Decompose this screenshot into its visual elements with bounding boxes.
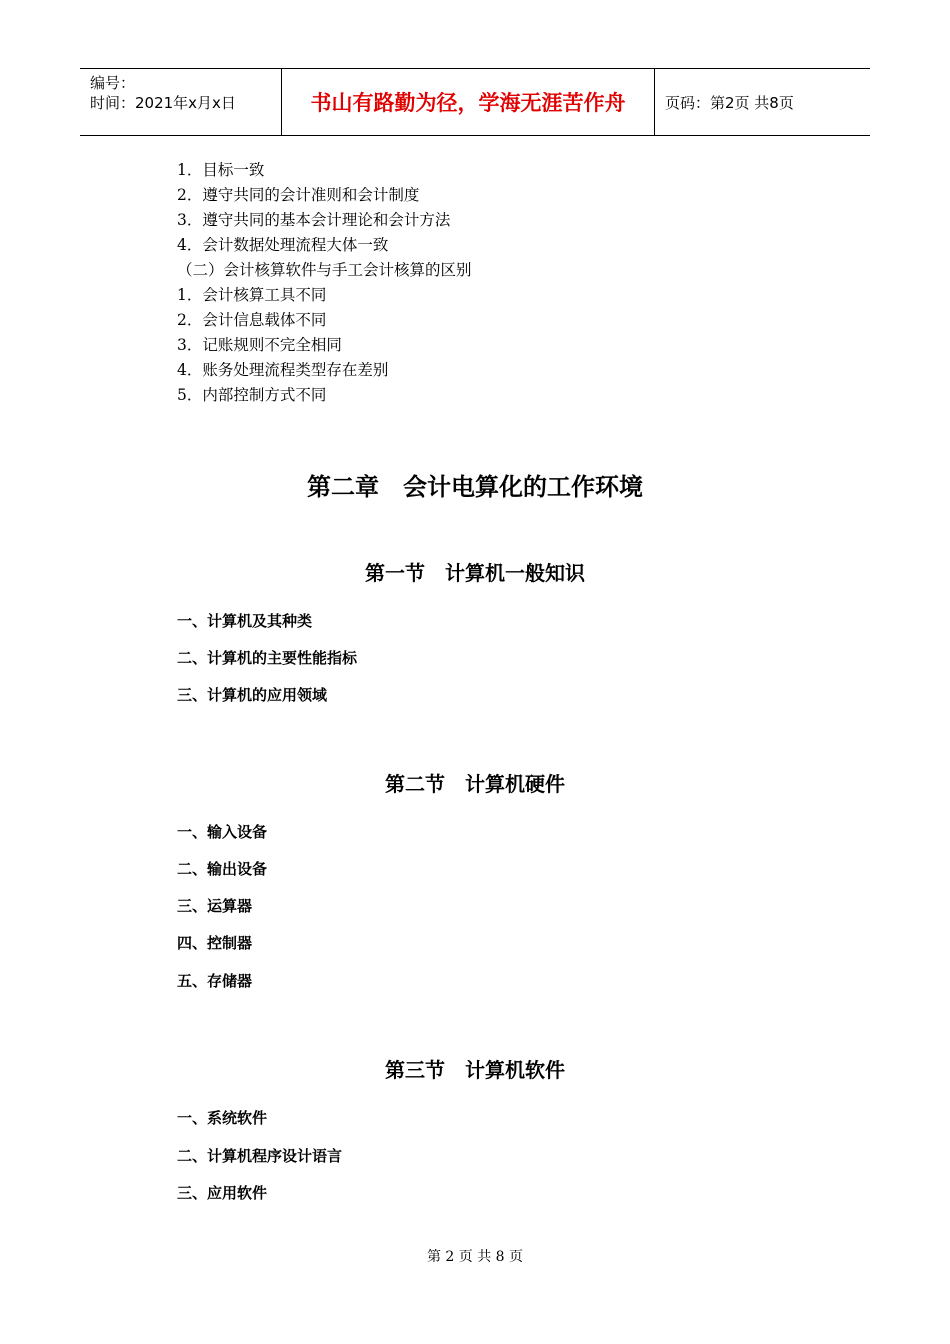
- list-item: 1．会计核算工具不同: [177, 286, 327, 304]
- section-item: 五、存储器: [177, 972, 253, 990]
- section-item: 二、计算机的主要性能指标: [177, 649, 358, 667]
- list-item: 2．遵守共同的会计准则和会计制度: [177, 186, 420, 204]
- section-item: 二、输出设备: [177, 860, 268, 878]
- header-page-info: 页码：第2页 共8页: [665, 93, 794, 112]
- document-header: [80, 68, 870, 136]
- list-item: （二）会计核算软件与手工会计核算的区别: [177, 261, 472, 279]
- section-item: 三、运算器: [177, 897, 253, 915]
- chapter-title: 第二章 会计电算化的工作环境: [307, 473, 643, 501]
- list-item: 4．账务处理流程类型存在差别: [177, 361, 389, 379]
- page-footer: 第 2 页 共 8 页: [426, 1249, 524, 1265]
- list-item: 2．会计信息载体不同: [177, 311, 327, 329]
- header-motto-cell: [281, 69, 655, 135]
- list-item: 4．会计数据处理流程大体一致: [177, 236, 389, 254]
- section-item: 一、计算机及其种类: [177, 612, 313, 630]
- section-title: 第二节 计算机硬件: [385, 772, 565, 796]
- list-item: 3．记账规则不完全相同: [177, 336, 342, 354]
- section-title: 第一节 计算机一般知识: [365, 561, 585, 585]
- header-meta: [80, 69, 281, 135]
- header-motto: 书山有路勤为径，学海无涯苦作舟: [310, 91, 626, 115]
- section-item: 一、输入设备: [177, 823, 268, 841]
- section-item: 一、系统软件: [177, 1109, 268, 1127]
- list-item: 3．遵守共同的基本会计理论和会计方法: [177, 211, 451, 229]
- list-item: 5．内部控制方式不同: [177, 386, 327, 404]
- document-time-label: 时间：2021年x月x日: [90, 94, 236, 112]
- section-item: 三、计算机的应用领域: [177, 686, 328, 704]
- section-title: 第三节 计算机软件: [385, 1058, 565, 1082]
- document-number-label: 编号：: [90, 74, 136, 92]
- section-item: 三、应用软件: [177, 1184, 268, 1202]
- list-item: 1．目标一致: [177, 161, 265, 179]
- intro-list: [177, 158, 472, 408]
- section-item: 二、计算机程序设计语言: [177, 1147, 343, 1165]
- section-item: 四、控制器: [177, 934, 253, 952]
